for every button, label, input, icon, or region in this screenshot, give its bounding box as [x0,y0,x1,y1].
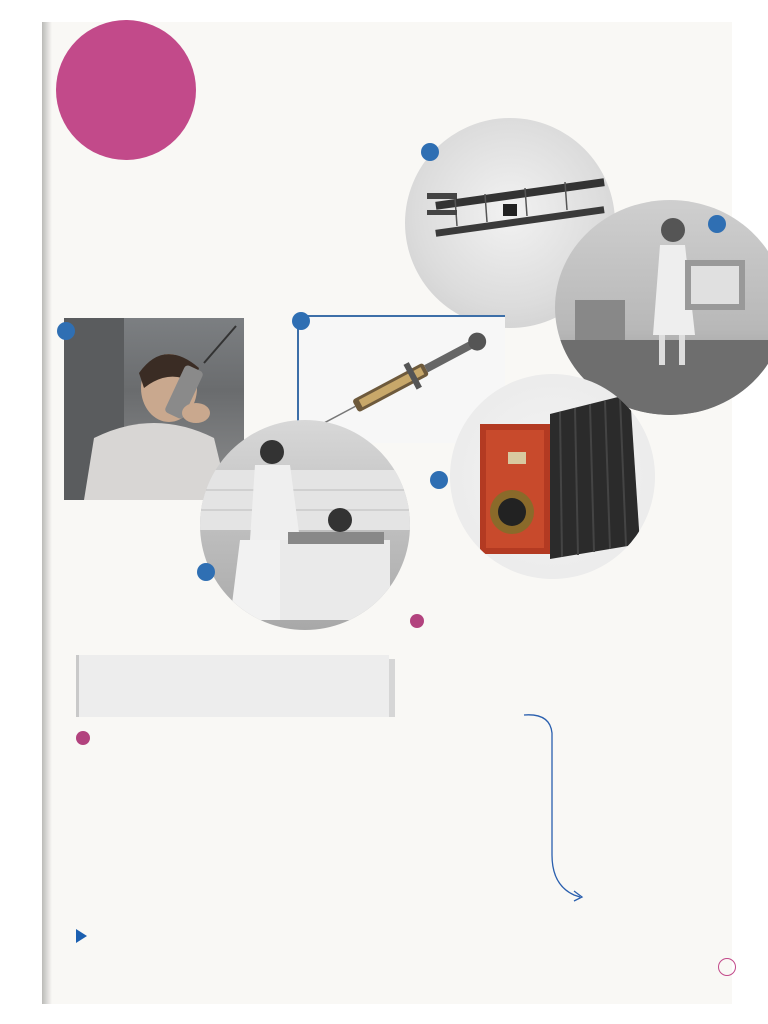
exercise-2-instruction [410,614,732,651]
photo-badge-2 [292,312,310,330]
starting-off-item [76,290,82,307]
camera-image [450,374,655,579]
unit-circle [56,20,196,160]
photo-badge-6 [430,471,448,489]
starting-off-item [76,273,82,290]
page-reference-link[interactable] [76,929,98,943]
washing-machine-image [200,420,410,630]
photo-badge-3 [421,143,439,161]
exercise-1-item-2 [92,829,101,846]
exercise-number-badge [410,614,424,628]
photo-badge-4 [708,215,726,233]
tip-box [76,655,389,717]
photo-washing-machine [200,420,410,630]
exercise-number-badge [76,731,90,745]
handwritten-match-line [520,705,600,905]
arrow-icon [76,929,87,943]
photo-camera [450,374,655,579]
photo-badge-5 [197,563,215,581]
exercise-1-heading [76,731,94,751]
photo-badge-1 [57,322,75,340]
page-number [718,958,736,976]
page-gutter-shadow [42,22,52,1004]
